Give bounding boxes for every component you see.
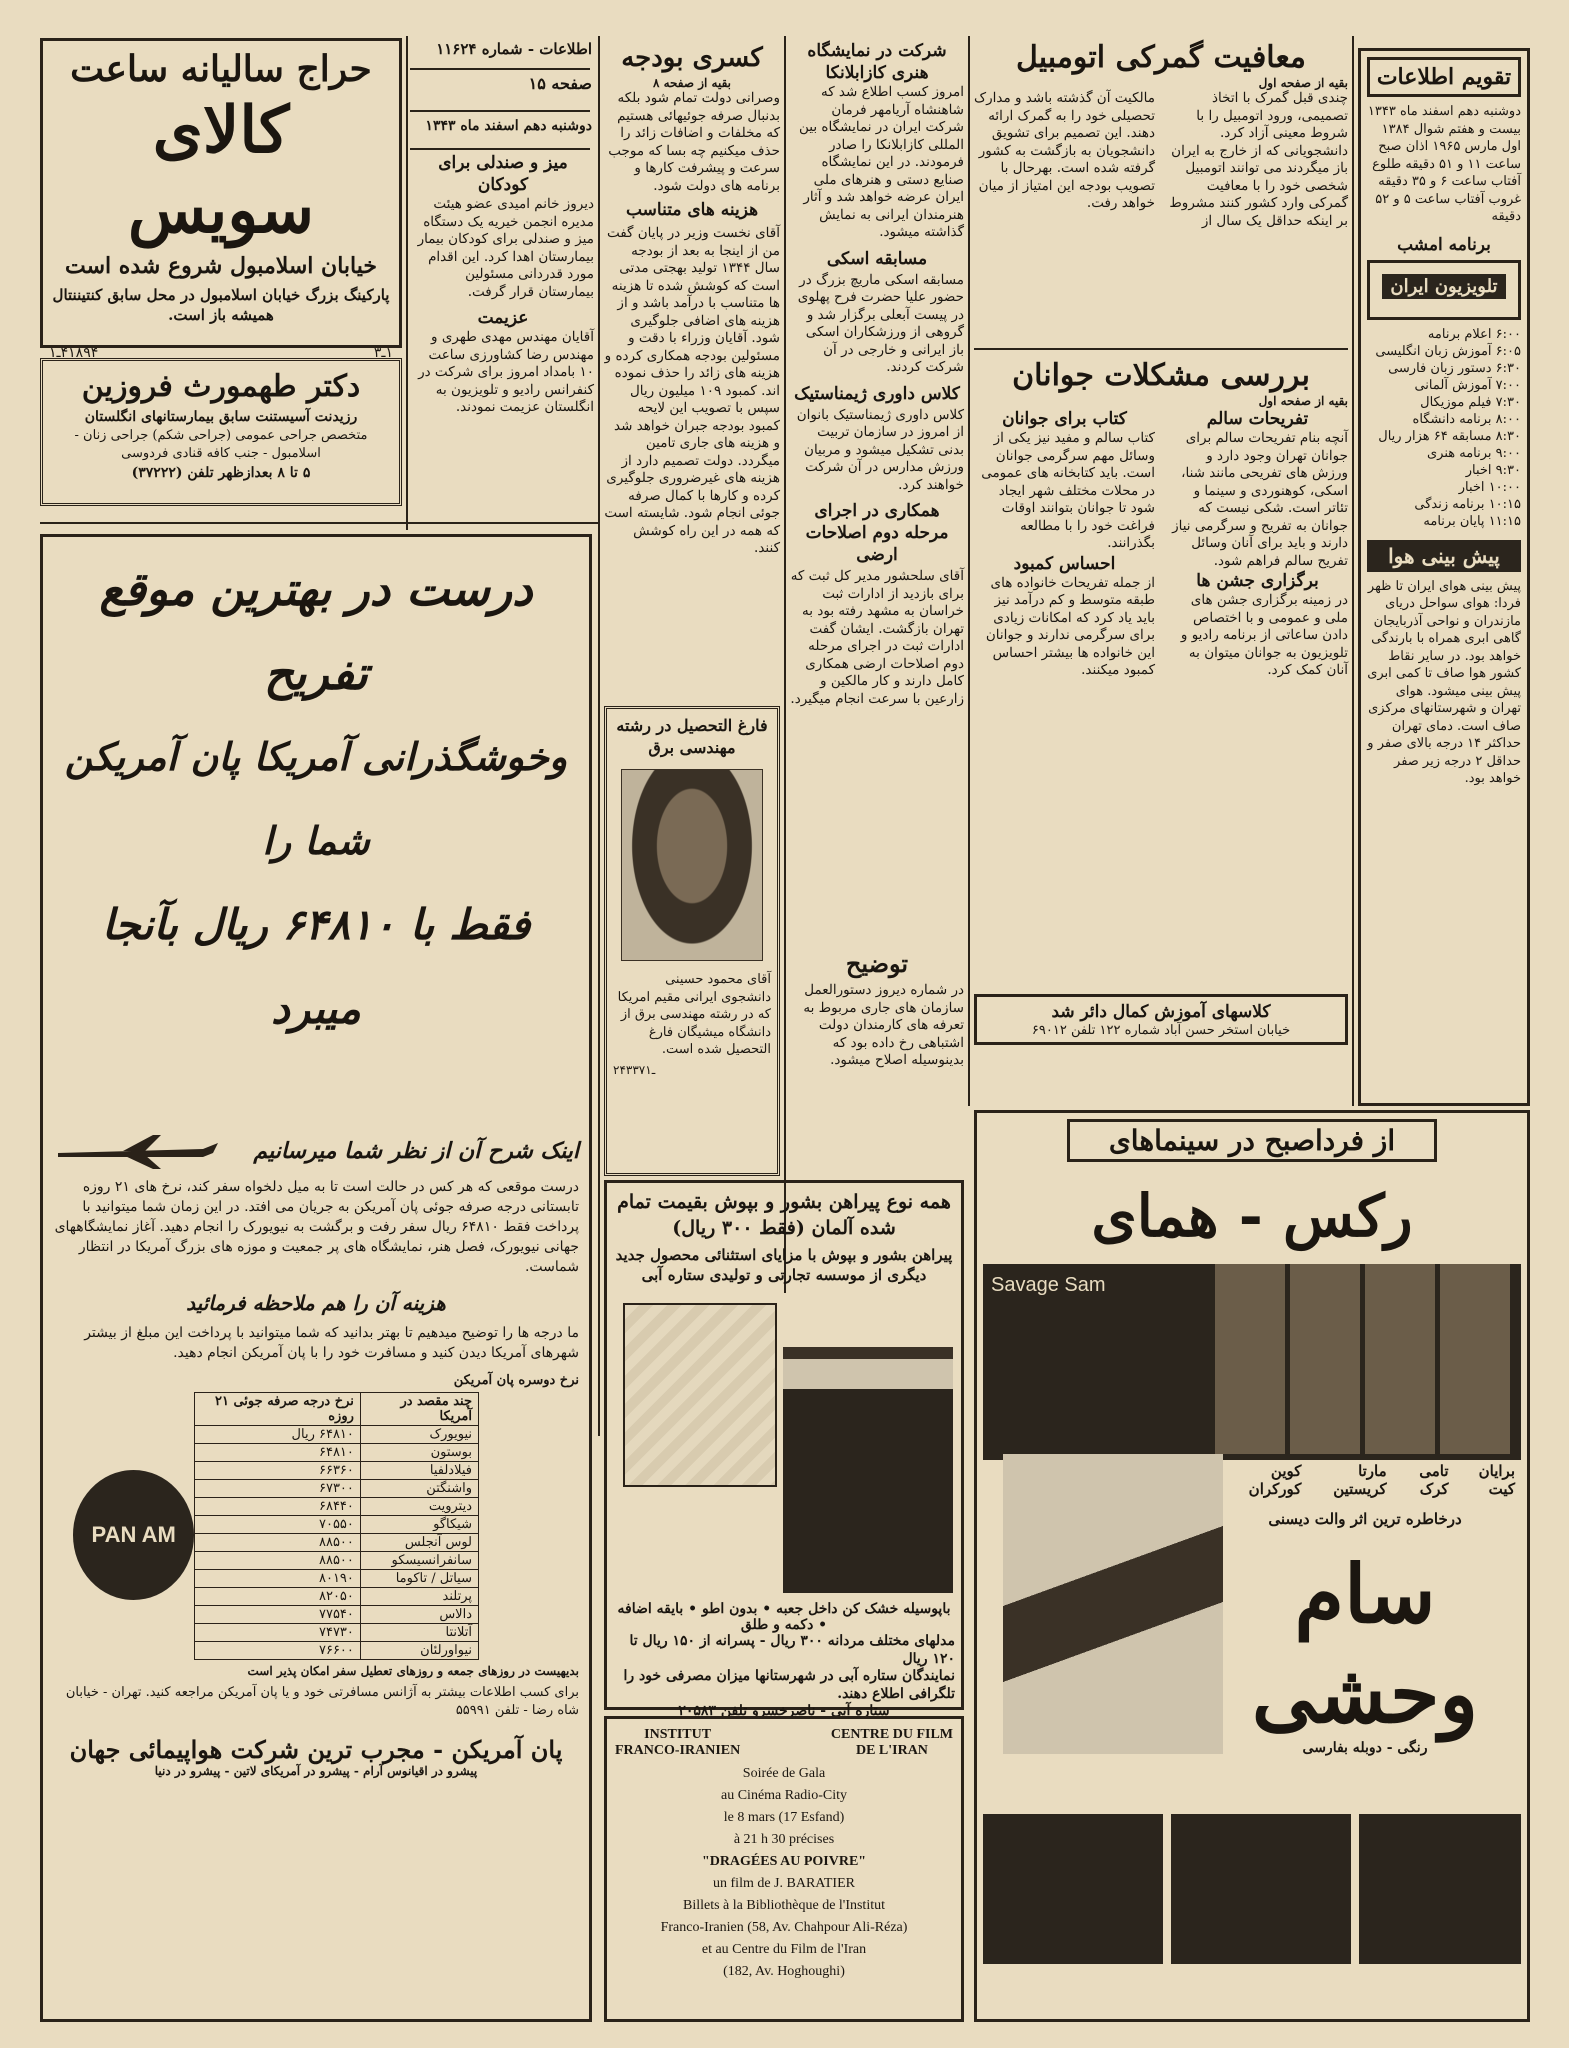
panam-ad — [40, 534, 592, 2022]
fare-price: ۶۷۳۰۰ — [195, 1480, 361, 1498]
youth-body4: کتاب سالم و مفید نیز یکی از وسائل مهم سرگرمی جوانان است. باید کتابخانه های عمومی در محلات مختلف شهر ایجاد شود تا جوانان بتوانند اوقات فراغت خود را با مطالعه بگذرانند. — [981, 430, 1155, 551]
clarification — [790, 946, 964, 1106]
shirt-features: باپوسیله خشک کن داخل جعبه • بدون اطو • بایقه اضافه • دکمه و طلق — [617, 1601, 951, 1633]
table-row — [195, 1552, 479, 1570]
panam-headline1: درست در بهترین موقع تفریح — [99, 562, 533, 700]
youth-body3: در زمینه برگزاری جشن های ملی و عمومی و با اختصاص دادن ساعاتی از برنامه رادیو و تلویزیون به جوانان میتوان به آنان کمک کرد. — [1180, 592, 1348, 678]
fare-destination: سانفرانسیسکو — [360, 1552, 478, 1570]
program-item: ۷:۰۰ آموزش آلمانی — [1414, 377, 1521, 393]
clarification-title: توضیح — [845, 949, 909, 978]
scene-strip-image — [983, 1814, 1521, 1964]
expo-sub1: مسابقه اسکی — [826, 248, 928, 269]
film-producer: درخاطره ترین اثر والت دیسنی — [1268, 1510, 1462, 1528]
mobel-sub1: عزیمت — [477, 308, 529, 328]
film-english-title: Savage Sam — [991, 1274, 1106, 1296]
youth-box — [974, 994, 1348, 1045]
almanac — [1358, 48, 1530, 1106]
french-line: un film de J. BARATIER — [713, 1876, 855, 1891]
french-line: et au Centre du Film de l'Iran — [701, 1942, 867, 1957]
panam-table-note: بدیهیست در روزهای جمعه و روزهای تعطیل سفر امکان پذیر است — [247, 1664, 579, 1678]
table-row — [195, 1516, 479, 1534]
fare-destination: آتلانتا — [360, 1624, 478, 1642]
budget-title: کسری بودجه — [621, 43, 763, 73]
customs-body: چندی قبل گمرک با اتخاذ تصمیمی، ورود اتومبیل را با شروط معینی آزاد کرد. دانشجویانی که از خارج به ایران باز میگردند می توانند اتومبیل شخصی خود را با معافیت گمرکی وارد کشور کنند مشروط بر اینکه حداقل یک سال از مالکیت آن گذشته باشد و مدارک تحصیلی خود را به گمرک ارائه دهند. این تصمیم برای تشویق دانشجویان به بازگشت به کشور گرفته شده است. بهرحال با تصویب بودجه این امتیاز از میان خواهد رفت. — [974, 90, 1348, 229]
panam-body2: ما درجه ها را توضیح میدهیم تا بهتر بدانید که شما میتوانید با پرداخت این مبلغ از بیشتر شهرهای آمریکا دیدن کنید و مسافرت خود را با پان آمریکن انجام دهید. — [84, 1325, 579, 1361]
almanac-body: دوشنبه دهم اسفند ماه ۱۳۴۳ بیست و هفتم شوال ۱۳۸۴ اول مارس ۱۹۶۵ اذان صبح ساعت ۱۱ و ۵۱ دقیقه طلوع آفتاب ساعت ۶ و ۳۵ دقیقه غروب آفتاب ساعت ۵ و ۵۲ دقیقه — [1367, 104, 1521, 224]
fares-header-price: نرخ درجه صرفه جوئی ۲۱ روزه — [195, 1393, 361, 1426]
masthead-newspaper: اطلاعات - شماره ۱۱۶۲۴ — [436, 40, 592, 58]
fare-price: ۶۴۸۱۰ ریال — [195, 1426, 361, 1444]
french-line: le 8 mars (17 Esfand) — [723, 1810, 845, 1825]
man-in-suit-image — [783, 1293, 953, 1593]
tv-label — [1367, 260, 1521, 320]
french-right2: DE L'IRAN — [855, 1743, 928, 1758]
almanac-title: تقویم اطلاعات — [1367, 57, 1521, 97]
shirt-ad — [604, 1180, 964, 1719]
program-item: ۶:۰۵ آموزش زبان انگلیسی — [1375, 343, 1521, 359]
panam-contact: برای کسب اطلاعات بیشتر به آژانس مسافرتی خود و یا پان آمریکن مراجعه کنید. تهران - خیابان شاه رضا - تلفن ۵۵۹۹۱ — [65, 1685, 579, 1718]
table-row — [195, 1606, 479, 1624]
fare-price: ۷۰۵۵۰ — [195, 1516, 361, 1534]
fare-destination: شیکاگو — [360, 1516, 478, 1534]
shirt-body2: نمایندگان ستاره آبی در شهرستانها میزان مصرفی خود را تلگرافی اطلاع دهند. — [623, 1668, 955, 1702]
photo-notice — [604, 706, 780, 1176]
program-item: ۶:۳۰ دستور زبان فارسی — [1388, 360, 1521, 376]
weather-body: پیش بینی هوای ایران تا ظهر فردا: هوای سواحل دریای مازندران و نواحی آذربایجان گاهی ابری همراه با بارندگی خواهد بود. در سایر نقاط کشور هوا صاف تا کمی ابری پیش بینی میشود. هوای تهران و شهرستانهای مرکزی صاف است. دمای تهران حداکثر ۱۴ درجه بالای صفر و حداقل ۲ درجه زیر صفر خواهد بود. — [1367, 578, 1521, 786]
french-right1: CENTRE DU FILM — [830, 1727, 953, 1742]
col-budget — [604, 40, 780, 700]
budget-body: وصرانی دولت تمام شود بلکه بدنبال صرفه جوئیهائی هستیم که مخلفات و اضافات زائد را حذف میکنیم چه بسا که موجب سرعت و پیشرفت کارها و برنامه های دولت شود. — [608, 90, 780, 194]
fare-price: ۷۶۶۰۰ — [195, 1642, 361, 1660]
panam-headline3: فقط با ۶۴۸۱۰ ریال بآنجا میبرد — [101, 900, 531, 1033]
french-line: (182, Av. Hoghoughi) — [723, 1964, 845, 1979]
col-mobel — [412, 152, 594, 522]
table-row — [195, 1642, 479, 1660]
panam-sub2: هزینه آن را هم ملاحظه فرمائید — [186, 1291, 446, 1315]
table-row — [195, 1588, 479, 1606]
almanac-radio-title: برنامه امشب — [1397, 234, 1491, 255]
table-row — [195, 1624, 479, 1642]
expo-title: شرکت در نمایشگاه هنری کازابلانکا — [807, 41, 947, 83]
french-line: à 21 h 30 précises — [733, 1832, 835, 1847]
col-customs — [974, 40, 1348, 1106]
fare-price: ۷۷۵۴۰ — [195, 1606, 361, 1624]
budget-cont: بقیه از صفحه ۸ — [652, 76, 732, 90]
fare-destination: سیاتل / تاکوما — [360, 1570, 478, 1588]
fare-destination: نیویورک — [360, 1426, 478, 1444]
cinema-banner: از فرداصبح در سینماهای — [1067, 1119, 1437, 1162]
youth-sub2: برگزاری جشن ها — [1196, 571, 1319, 591]
watch-ad — [40, 38, 402, 361]
fare-destination: پرتلند — [360, 1588, 478, 1606]
french-gala-ad — [604, 1716, 964, 2022]
masthead-page: صفحه ۱۵ — [528, 74, 592, 93]
customs-title: معافیت گمرکی اتومبیل — [1016, 40, 1306, 75]
shirt-illustration — [613, 1293, 955, 1593]
cast-1: تامی کرک — [1419, 1462, 1449, 1498]
budget-body3: سپس با تصویب این لایحه کمبود بودجه جبران خواهد شد و هزینه های جاری تامین میگردد. دولت تصمیم دارد از هزینه های غیرضروری جلوگیری کرده و کارها با کمال صرفه جوئی انجام شود. شایسته است که همه در این راه کوشش کنند. — [604, 400, 780, 556]
tv-label-text: تلویزیون ایران — [1382, 274, 1505, 299]
expo-body4: آقای سلحشور مدیر کل ثبت که برای بازدید از ادارات ثبت خراسان به مشهد رفته بود به تهران بازگشت. ایشان گفت ادارات ثبت در اجرای مرحله دوم اصلاحات ارضی همکاری کامل دارند و کار مالکین و زارعین با سرعت انجام میگیرد. — [790, 568, 964, 707]
customs-cont: بقیه از صفحه اول — [1258, 76, 1348, 90]
youth-body5: از جمله تفریحات خانواده های طبقه متوسط و کم درآمد نیز باید یاد کرد که امکانات زیادی برای سرگرمی ندارند و جوانان این خانواده ها بیشتر احساس کمبود میکنند. — [985, 574, 1155, 678]
french-lines — [615, 1763, 953, 1983]
youth-box-address: خیابان استخر حسن آباد شماره ۱۲۲ تلفن ۶۹۰۱۲ — [1031, 1023, 1291, 1038]
youth-sub1: تفریحات سالم — [1206, 409, 1309, 429]
french-line: Billets à la Bibliothèque de l'Institut — [683, 1898, 885, 1913]
fare-destination: لوس آنجلس — [360, 1534, 478, 1552]
program-item: ۹:۰۰ برنامه هنری — [1426, 445, 1521, 461]
panam-logo-text: PAN AM — [91, 1522, 176, 1547]
airplane-icon — [53, 1131, 223, 1171]
weather-title: پیش بینی هوا — [1367, 540, 1521, 572]
doctor-line2: متخصص جراحی عمومی (جراحی شکم) جراحی زنان - اسلامبول - جنب کافه قنادی فردوسی — [74, 428, 368, 461]
budget-sub1: هزینه های متناسب — [625, 200, 759, 220]
program-item: ۱۰:۱۵ برنامه زندگی — [1414, 496, 1521, 512]
program-list — [1367, 326, 1521, 530]
fare-price: ۶۸۴۴۰ — [195, 1498, 361, 1516]
shirt-image — [623, 1303, 777, 1487]
cast-3: کوین کورکران — [1248, 1462, 1302, 1498]
table-row — [195, 1570, 479, 1588]
doctor-ad — [40, 358, 402, 506]
youth-cont: بقیه از صفحه اول — [1258, 394, 1348, 408]
program-item: ۸:۰۰ برنامه دانشگاه — [1412, 411, 1521, 427]
fare-price: ۸۸۵۰۰ — [195, 1534, 361, 1552]
youth-sub3: کتاب برای جوانان — [1002, 409, 1127, 429]
program-item: ۹:۳۰ اخبار — [1465, 462, 1521, 478]
expo-body2: مسابقه اسکی ماریچ بزرگ در حضور علیا حضرت فرح پهلوی در پیست آبعلی برگزار شد و گروهی از ورزشکاران اسکی باز ایرانی و خارجی در آن شرکت کردند. — [797, 271, 964, 375]
cast-2: مارتا کریستین — [1333, 1462, 1387, 1498]
portrait-photo — [621, 769, 763, 961]
photo-notice-ref: ۲۴۳۳۷ـ۱ — [613, 1062, 656, 1077]
table-row — [195, 1426, 479, 1444]
expo-body: امروز کسب اطلاع شد که شاهنشاه آریامهر فرمان شرکت ایران در نمایشگاه بین المللی کازابلانکا را صادر فرمودند. در این نمایشگاه صنایع دستی و هنرهای ملی ایران عرضه خواهد شد و آثار هنرمندان ایرانی به نمایش گذاشته میشود. — [799, 84, 964, 240]
fare-price: ۸۲۰۵۰ — [195, 1588, 361, 1606]
shirt-footer: ستاره آبی - ناصرخسرو تلفن ۲۰۵۸۳ — [678, 1703, 890, 1719]
watch-ad-line2: خیابان اسلامبول شروع شده است — [65, 253, 377, 279]
cinema-names: رکس - همای — [1091, 1182, 1413, 1250]
fare-destination: بوستون — [360, 1444, 478, 1462]
french-line: "DRAGÉES AU POIVRE" — [701, 1854, 867, 1869]
fares-header-destination: چند مقصد در آمریکا — [360, 1393, 478, 1426]
panam-sub: اینک شرح آن از نظر شما میرسانیم — [253, 1138, 579, 1164]
shirt-sub: پیراهن بشور و بپوش با مزایای استثنائی محصول جدید دیگری از موسسه تجارتی و تولیدی ستاره آبی — [615, 1246, 953, 1284]
program-item: ۸:۳۰ مسابقه ۶۴ هزار ریال — [1378, 428, 1521, 444]
couple-illustration — [1003, 1454, 1223, 1754]
youth-title: بررسی مشکلات جوانان — [1012, 358, 1310, 393]
clarification-body: در شماره دیروز دستورالعمل سازمان های جاری مربوط به تعرفه های کارمندان دولت اشتباهی رخ داده بود که بدینوسیله اصلاح میشود. — [803, 982, 964, 1068]
table-row — [195, 1462, 479, 1480]
film-note: رنگی - دوبله بفارسی — [1302, 1740, 1428, 1756]
mobel-title: میز و صندلی برای کودکان — [438, 153, 568, 195]
watch-ad-line3: پارکینگ بزرگ خیابان اسلامبول در محل سابق کنتیننتال همیشه باز است. — [52, 286, 390, 324]
budget-body2: آقای نخست وزیر در پایان گفت من از اینجا به بعد از بودجه سال ۱۳۴۴ تولید بهجتی مدتی است که کوشش شده تا هزینه ها متناسب با درآمد باشد و از هزینه های اضافی جلوگیری شود. آقایان وزراء با دقت و مسئولین بودجه همکاری کرده و هزینه های زائد را حذف نموده اند. کمبود ۱۰۹ میلیون ریال — [604, 225, 780, 399]
youth-box-title: کلاسهای آموزش کمال دائر شد — [1051, 1002, 1271, 1022]
fare-price: ۶۶۳۶۰ — [195, 1462, 361, 1480]
doctor-line3: ۵ تا ۸ بعدازظهر تلفن (۳۷۲۲۲) — [131, 465, 311, 481]
cast-0: برایان کیت — [1478, 1462, 1515, 1498]
cast-faces-image — [1215, 1264, 1515, 1454]
program-item: ۱۱:۱۵ پایان برنامه — [1423, 513, 1521, 529]
mobel-body: دیروز خانم امیدی عضو هیئت مدیره انجمن خیریه یک دستگاه میز و صندلی برای کودکان بیمار بیمارستان اهدا کرد. این اقدام مورد قدردانی مسئولین بیمارستان قرار گرفت. — [417, 196, 594, 300]
film-cast — [1215, 1462, 1515, 1498]
panam-headline2: وخوشگذرانی آمریکا پان آمریکن شما را — [64, 734, 568, 863]
program-item: ۷:۳۰ فیلم موزیکال — [1420, 394, 1521, 410]
film-title: سام وحشی — [1251, 1547, 1479, 1741]
shirt-body: مدلهای مختلف مردانه ۳۰۰ ریال - پسرانه از ۱۵۰ ریال تا ۱۲۰ ریال — [629, 1633, 955, 1667]
panam-logo — [73, 1470, 194, 1600]
masthead-date: دوشنبه دهم اسفند ماه ۱۳۴۳ — [425, 118, 592, 134]
panam-table-caption: نرخ دوسره پان آمریکن — [453, 1373, 579, 1388]
doctor-line1: رزیدنت آسیستنت سابق بیمارستانهای انگلستان — [84, 409, 358, 425]
shirt-title: همه نوع پیراهن بشور و بپوش بقیمت تمام شده آلمان (فقط ۳۰۰ ریال) — [617, 1191, 951, 1239]
cinema-poster — [983, 1264, 1521, 1964]
photo-notice-caption: آقای محمود حسینی دانشجوی ایرانی مقیم امریکا که در رشته مهندسی برق از دانشگاه میشیگان فارغ التحصیل شده است. — [617, 972, 771, 1057]
fare-price: ۸۰۱۹۰ — [195, 1570, 361, 1588]
french-left1: INSTITUT — [644, 1727, 712, 1742]
doctor-name: دکتر طهمورث فروزین — [81, 369, 361, 404]
table-row — [195, 1534, 479, 1552]
cinema-ad — [974, 1110, 1530, 2022]
watch-ad-ref-right: ۱ـ۳ — [373, 345, 393, 361]
fare-destination: نیواورلئان — [360, 1642, 478, 1660]
watch-ad-line1: حراج سالیانه ساعت — [70, 48, 372, 90]
expo-sub3: همکاری در اجرای مرحله دوم اصلاحات ارضی — [805, 501, 949, 565]
youth-sub4: احساس کمبود — [1013, 553, 1116, 574]
photo-notice-title: فارغ التحصیل در رشته مهندسی برق — [616, 716, 768, 757]
fare-destination: فیلادلفیا — [360, 1462, 478, 1480]
panam-body: درست موقعی که هر کس در حالت است تا به میل دلخواه سفر کند، نرخ های ۲۱ روزه تابستانی درجه صرفه جوئی پان آمریکن به جریان می افتد. در این زمان شما میتوانید با پرداخت فقط ۶۴۸۱۰ ریال سفر رفت و برگشت به نیویورک را انجام دهید. آغاز نمایشگاههای جهانی نیویورک، فصل هنر، نمایشگاه های پر جمعیت و موزه های بزرگ آمریکا در انتظار شماست. — [54, 1179, 579, 1275]
french-line: Franco-Iranien (58, Av. Chahpour Ali-Réza) — [660, 1920, 908, 1935]
watch-ad-title: کالای سویس — [127, 93, 315, 248]
table-row — [195, 1480, 479, 1498]
fare-destination: واشنگتن — [360, 1480, 478, 1498]
mobel-body2: آقایان مهندس مهدی طهری و مهندس رضا کشاورزی ساعت ۱۰ بامداد امروز برای شرکت در کنفرانس رادیو و تلویزیون به انگلستان عزیمت نمودند. — [418, 329, 594, 415]
panam-footer: پان آمریکن - مجرب ترین شرکت هواپیمائی جهان — [69, 1735, 563, 1764]
table-row — [195, 1498, 479, 1516]
fare-price: ۸۸۵۰۰ — [195, 1552, 361, 1570]
french-line: au Cinéma Radio-City — [721, 1788, 847, 1803]
expo-body3: کلاس داوری ژیمناستیک بانوان از امروز در سازمان تربیت بدنی تشکیل میشود و مربیان ورزش مدارس در آن شرکت خواهند کرد. — [796, 406, 964, 493]
panam-footer2: پیشرو در اقیانوس آرام - پیشرو در آمریکای لاتین - پیشرو در دنیا — [154, 1764, 478, 1778]
program-item: ۱۰:۰۰ اخبار — [1458, 479, 1521, 495]
fare-destination: دیترویت — [360, 1498, 478, 1516]
fare-price: ۷۴۷۳۰ — [195, 1624, 361, 1642]
program-item: ۶:۰۰ اعلام برنامه — [1427, 326, 1521, 342]
french-left2: FRANCO-IRANIEN — [615, 1743, 741, 1758]
watch-ad-ref-left: ۴۱۸۹۴ـ۱ — [49, 345, 99, 361]
fare-destination: دالاس — [360, 1606, 478, 1624]
expo-sub2: کلاس داوری ژیمناستیک — [794, 383, 960, 404]
table-row — [195, 1444, 479, 1462]
fare-price: ۶۴۸۱۰ — [195, 1444, 361, 1462]
fares-table — [194, 1392, 479, 1660]
french-line: Soirée de Gala — [742, 1766, 826, 1781]
youth-body2: آنچه بنام تفریحات سالم برای جوانان تهران وجود دارد و ورزش های تفریحی مانند شنا، اسکی، کوهنوردی و سینما و تئاتر است. شکی نیست که جوانان به تفریح و سرگرمی نیاز دارند و باید برای آنان وسائل تفریح سالم فراهم شود. — [1172, 430, 1348, 569]
